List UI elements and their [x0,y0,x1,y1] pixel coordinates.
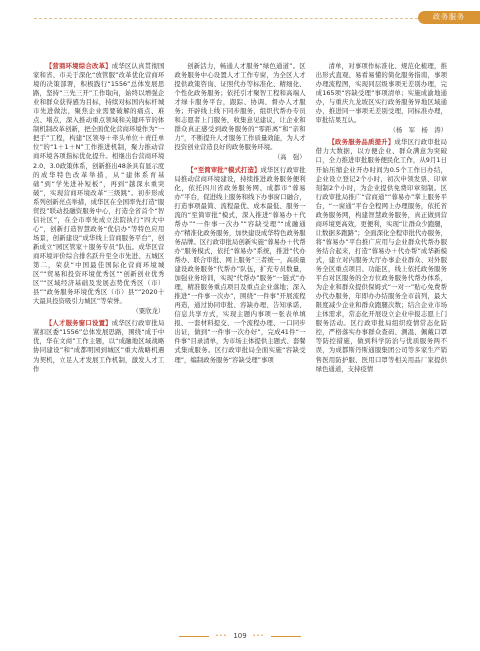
footer-line-left [179,636,209,637]
footer-ornament-left: ••• [215,633,228,639]
paragraph-text: 成华区行政审批局借力大数据，以方便企业、群众满意为突破口，全力推进审批服务便民化工作，从9月1日开始压缩企业开办时间为0.5个工作日办结，企业设立登记2个小时，初次申领发票、印章刻制2个小时，为企业提供免费印章刻制。区行政审批局推广“营商通”“蓉易办”掌上服务平台，“一窗通”平台全程网上办理服务，依托省政务服务网，构建智慧政务服务，真正做到营商环境更高效，更便利，实现“让群众少跑腿，让数据多跑路”；全面深化全程审批代办服务，将“蓉易办”平台推广应用与企业群众代帮办服务结合起来，打造“蓉易办＋代办帮”成华新模式，建立对内服务大厅办事企业群众、对外服务全区重点项目、功能区，线上依托政务服务平台对区服务的全方位政务服务代帮办体系，为企业和群众提供保姆式“一对一”贴心免费帮办代办服务，年即办办结服务全市前列，最大限度减少企业和群众跑腿次数；结合企业市场主体需求，常态化开展设立企业申报志愿上门服务活动。区行政审批局组织疫情常态化防控，严格落实办事群众查码、测温、佩戴口罩等防控措施，做到科学防治与优质服务两不误，为成都斯丹斯通服集团公司等多家生产销售医用防护服、医用口罩等相关用品厂家提供绿色通道，支持疫情 [315,138,447,373]
section-heading: 【“至简审批”模式打造】 [187,165,261,174]
section-heading: 【人才服务窗口设置】 [45,319,112,328]
footer-ornament-right: ••• [252,633,265,639]
section-heading: 【营商环境综合改革】 [45,62,112,70]
author-signature: （杨 军 杨 涛） [389,126,447,135]
paragraph-text: 成华区行政审批局推动营商环境建设，持续推进政务服务便利化，依托四川省政务服务网、成都市“蓉易办”平台，促进线上服务和线下办事窗口融合，打造事项最简、流程最优、成本最低、服务一流的“至简审批”模式，深入推进“蓉易办＋代帮办”“一件事一次办”“容缺受理”“成融通办”精准化政务服务，加快建设成华特色政务服务品牌。区行政审批局创新实施“蓉易办＋代帮办”服务模式，依托“蓉易办”系统，推进“代办帮办、联合审批、网上服务”三者统一，高质量建设政务服务“代帮办”队伍，扩充专员数量，加强业务培训，实现“代帮办”服务“一链式”办理，精准服务重点项目及重点企业落地；深入推进“一件事一次办”，围绕“一件事”开展流程再造，通过协同审批、容缺办理、告知承诺、信息共享方式，实现主题内事项一张表单填报、一套材料提交、一个流程办理、一口同步出证，做到“一件事一次办好”，完成41件“一件事”目录清单，为市场主体提供主题式、套餐式集成服务。区行政审批局全面实施“容缺受理”，编制政务服务“容缺受理”事项 [174,165,306,364]
page-number: 109 [233,632,247,640]
paragraph-text: 创新活力，畅通人才服务“绿色通道”。区政务服务中心设置人才工作专窗，为全区人才提供政策咨询、证照代办等标准化、精细化、个性化政务服务；依托引才聚智工程和高端人才绿卡服务平台，跟踪、协调、督办人才服务；开辟线上线下同步服务，组织代帮办专员和志愿者上门服务，收集意见建议，让企业和群众真正感受到政务服务的“零距离”和“亲和力”，不断提升人才服务工作质量效能，为人才投资创业营造良好的政务服务环境。 [174,62,306,152]
text-column-1 [33,62,164,614]
paragraph-text: 清单，对事项作标准化、规范化梳理，推出形式直观、易看易懂的简化服务指南，事项办理流程图，实现同层级事项无差别办理，完成165项“容缺受理”事项清单；实施成渝地通办，与重庆九龙坡区实行政务服务异地区域通办，推进同一事项无差别受理，同标准办理，审批结果互认。 [315,62,447,125]
text-column-3 [316,62,447,614]
section-header-tab: 政务服务 [418,11,480,24]
footer-line-right [271,636,301,637]
paragraph [33,62,164,306]
article-columns [33,62,447,614]
paragraph-text: 成华区认真贯彻国家和省、市关于深化“放管服”改革优化营商环境的决策部署，积极践行“1556”总体发展思路，坚持“三先三开”工作取向，始终以增强企业和群众获得感为目标，持续对标国内标杆城市先进做法，聚焦企业需要破解的痛点、难点、堵点，深入推动重点领域和关键环节的体制机制改革创新，把全面优化营商环境作为“一把手”工程，构建“区领导＋牵头单位＋责任单位”的“1＋1＋N”工作推进机制，聚力推动营商环境各项指标优化提升。相继出台营商环境2.0、3.0政策体系，创新推出48条具有显示度的成华特色改革举措，从“建体系育基础”到“学先进补短板”，再到“越深水重突破”，实现营商环境改革“三级跳”。初步形成系列创新亮点举措，成华区在全国率先打造“服贸投”联动投融资服务中心，打造全省首个“智信社区”，在全市率先成立法院执行“四大中心”，创新打造智慧政务“优信办”等特色应用场景，创新建设“成华线上营商服务平台”，创新成立“园区管家＋服务专员”队伍。成华区营商环境评价综合排名跃升至全市先进、五城区第二，荣获“中国最佳国际化营商环境城区”“贸易和投资环境优秀区”“创新创业优秀区”“区域经济基础及发展态势优秀区（市）县”“政务服务环境优秀区（市）县”“2020十大最具投资吸引力城区”等荣誉。 [33,62,165,306]
header-dashed-rule [34,18,418,19]
author-signature: （粟欣龙） [132,307,165,316]
page-footer [0,632,480,640]
paragraph [33,319,164,373]
paragraph [316,138,447,373]
text-column-2 [174,62,305,614]
paragraph [316,62,447,125]
author-signature: （高 强） [273,153,306,162]
paragraph [174,62,305,152]
paragraph-text: 成华区行政审批局紧扣区委“1556”总体发展思路，围绕“成于中优，华在文商”工作主题，以“成融地区域战略协同建设”和“成都明园到城区”重大战略机遇为契机，立足人才发展工作机制，激发人才工作 [33,319,165,373]
paragraph [174,166,305,365]
section-heading: 【政务服务品质提升】 [328,138,395,147]
